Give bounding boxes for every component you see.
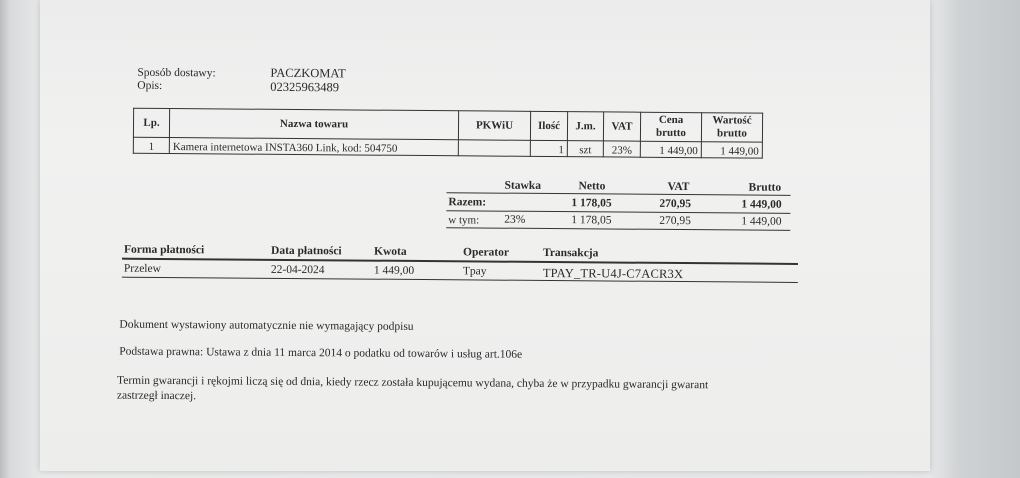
payment-transaction-header: Transakcja xyxy=(542,246,599,260)
col-unit: J.m. xyxy=(567,112,603,141)
payment-operator-header: Operator xyxy=(462,246,510,259)
invoice-page xyxy=(40,0,930,471)
payment-date-header: Data płatności xyxy=(270,244,342,258)
summary-vat-header: VAT xyxy=(667,180,690,194)
cell-lp: 1 xyxy=(133,137,169,153)
note-legal-basis: Podstawa prawna: Ustawa z dnia 11 marca 2014 o podatku od towarów i usług art.106e xyxy=(119,345,523,361)
delivery-method-value: PACZKOMAT xyxy=(270,65,346,81)
summary-incl-net: 1 178,05 xyxy=(571,214,612,227)
summary-incl-vat: 270,95 xyxy=(659,214,691,228)
cell-qty: 1 xyxy=(530,140,567,156)
summary-total-net: 1 178,05 xyxy=(571,197,612,210)
payment-amount-header: Kwota xyxy=(373,245,407,258)
col-pkwiu: PKWiU xyxy=(458,111,530,141)
note-auto-document: Dokument wystawiony automatycznie nie wymagający podpisu xyxy=(119,318,414,333)
payment-form-value: Przelew xyxy=(123,262,161,275)
description-label: Opis: xyxy=(137,79,163,92)
payment-header-line xyxy=(122,258,798,265)
payment-operator-value: Tpay xyxy=(462,265,487,278)
payment-row-line xyxy=(122,277,798,283)
col-name: Nazwa towaru xyxy=(169,109,458,140)
payment-date-value: 22-04-2024 xyxy=(270,263,325,277)
summary-total-line xyxy=(446,210,790,214)
summary-total-vat: 270,95 xyxy=(659,197,692,211)
summary-incl-label: w tym: xyxy=(448,214,480,227)
payment-amount-value: 1 449,00 xyxy=(373,264,415,277)
summary-total-gross: 1 449,00 xyxy=(741,198,782,211)
col-qty: Ilość xyxy=(530,111,567,140)
invoice-document xyxy=(36,0,930,478)
col-price: Cena brutto xyxy=(640,112,701,141)
delivery-method-label: Sposób dostawy: xyxy=(137,66,216,80)
note-warranty-line2: zastrzegł inaczej. xyxy=(116,389,197,403)
cell-name: Kamera internetowa INSTA360 Link, kod: 504750 xyxy=(169,138,458,156)
summary-incl-rate: 23% xyxy=(504,213,526,226)
summary-header-line xyxy=(446,192,790,196)
payment-transaction-value: TPAY_TR-U4J-C7ACR3X xyxy=(542,265,684,282)
summary-incl-gross: 1 449,00 xyxy=(741,215,782,228)
summary-total-label: Razem: xyxy=(448,196,487,209)
summary-incl-line xyxy=(446,227,790,231)
col-value: Wartość brutto xyxy=(701,113,762,142)
cell-vat: 23% xyxy=(603,141,640,157)
payment-form-header: Forma płatności xyxy=(123,243,205,257)
items-table xyxy=(133,108,763,159)
col-lp: Lp. xyxy=(133,108,169,137)
col-vat: VAT xyxy=(603,112,640,141)
summary-gross-header: Brutto xyxy=(748,181,782,194)
cell-pkwiu xyxy=(458,140,530,157)
summary-net-header: Netto xyxy=(578,180,606,193)
description-value: 02325963489 xyxy=(270,79,340,95)
summary-rate-header: Stawka xyxy=(504,179,542,192)
cell-price: 1 449,00 xyxy=(640,141,701,157)
cell-value: 1 449,00 xyxy=(701,142,762,158)
cell-unit: szt xyxy=(567,141,603,157)
note-warranty-line1: Termin gwarancji i rękojmi liczą się od dnia, kiedy rzecz została kupującemu wydana, chyba że w przypadku gwarancji gwarant xyxy=(116,374,709,392)
